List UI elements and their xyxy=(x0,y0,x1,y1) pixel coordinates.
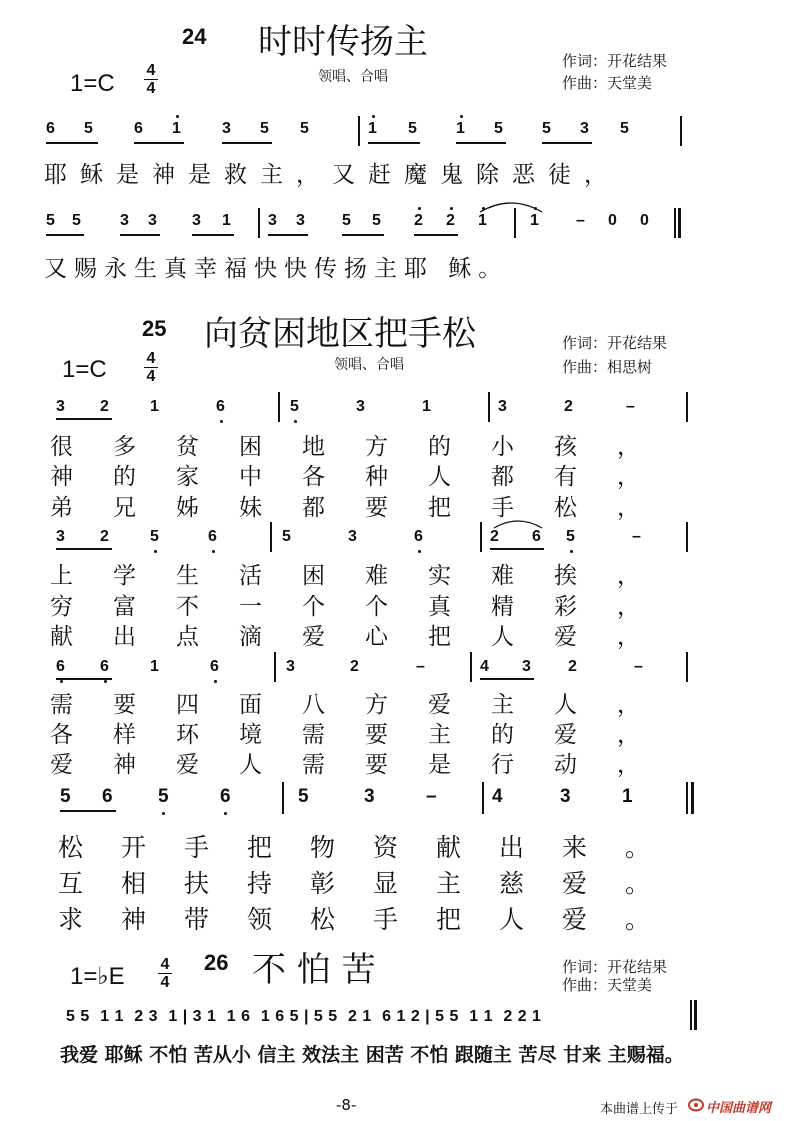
note: – xyxy=(416,658,425,675)
note: 5 xyxy=(566,528,575,545)
song24-line1-notes xyxy=(46,120,696,160)
note: 3 xyxy=(498,398,507,415)
note: 6 xyxy=(216,398,225,415)
page-number: -8- xyxy=(336,1096,357,1114)
song25-row3-notes xyxy=(56,658,706,688)
note: 5 xyxy=(298,786,309,807)
note: 3 xyxy=(364,786,375,807)
note: 5 xyxy=(620,120,629,137)
upload-note: 本曲谱上传于 xyxy=(600,1102,679,1117)
song26-time-signature: 4 4 xyxy=(158,956,172,991)
note: 6 xyxy=(220,786,231,807)
note: 6 xyxy=(210,658,219,675)
note: 5 xyxy=(150,528,159,545)
note: 3 xyxy=(522,658,531,675)
note: 3 xyxy=(56,528,65,545)
song25-row2-notes xyxy=(56,528,706,558)
song25-title: 向贫困地区把手松 xyxy=(204,314,476,354)
note: 1 xyxy=(530,212,539,229)
note: 1 xyxy=(422,398,431,415)
note: 5 xyxy=(60,786,71,807)
song26-key: 1=♭E xyxy=(70,963,125,990)
song24-performance: 领唱、合唱 xyxy=(318,69,388,85)
note: 6 xyxy=(56,658,65,675)
note: 1 xyxy=(368,120,377,137)
note: 2 xyxy=(414,212,423,229)
note: 5 xyxy=(494,120,503,137)
note: 2 xyxy=(350,658,359,675)
note: 0 xyxy=(640,212,649,229)
note: 4 xyxy=(480,658,489,675)
song26-title: 不 怕 苦 xyxy=(252,950,376,990)
note: 3 xyxy=(560,786,571,807)
song25-composer: 作曲：相思树 xyxy=(562,358,653,376)
song26-number: 26 xyxy=(204,950,229,975)
note: 1 xyxy=(622,786,633,807)
note: 1 xyxy=(222,212,231,229)
note: 5 xyxy=(84,120,93,137)
note: 4 xyxy=(492,786,503,807)
note: 5 xyxy=(408,120,417,137)
song24-line1-lyrics: 耶稣是神是救主，又赶魔鬼除恶徒， xyxy=(44,162,620,188)
note: 6 xyxy=(102,786,113,807)
note: 5 xyxy=(158,786,169,807)
tie-arc xyxy=(490,516,546,530)
note: 6 xyxy=(532,528,541,545)
note: – xyxy=(634,658,643,675)
note: 5 xyxy=(260,120,269,137)
note: 3 xyxy=(222,120,231,137)
note: 3 xyxy=(120,212,129,229)
note: 6 xyxy=(414,528,423,545)
note: 3 xyxy=(148,212,157,229)
song24-lyricist: 作词：开花结果 xyxy=(562,52,668,70)
song25-number: 25 xyxy=(142,316,167,341)
note: – xyxy=(626,398,635,415)
note: 5 xyxy=(290,398,299,415)
song26-notes: 5 5 1 1 2 3 1 | 3 1 1 6 1 6 5 | 5 5 2 1 6 1 2 | 5 5 1 1 2 2 1 xyxy=(66,1008,541,1025)
note: 5 xyxy=(372,212,381,229)
note: 3 xyxy=(286,658,295,675)
song25-time-signature: 4 4 xyxy=(144,350,158,385)
note: 1 xyxy=(478,212,487,229)
note: 2 xyxy=(564,398,573,415)
song26-lyricist: 作词：开花结果 xyxy=(562,958,668,976)
note: – xyxy=(632,528,641,545)
song24-time-signature: 4 4 xyxy=(144,62,158,97)
song24-composer: 作曲：天堂美 xyxy=(562,74,653,92)
note: 3 xyxy=(192,212,201,229)
note: 2 xyxy=(446,212,455,229)
song24-line2-notes xyxy=(46,212,696,252)
tie-arc xyxy=(476,198,546,214)
song25-row1-notes xyxy=(56,398,706,428)
note: 0 xyxy=(608,212,617,229)
note: 5 xyxy=(46,212,55,229)
note: 1 xyxy=(150,398,159,415)
song24-key: 1=C xyxy=(70,70,115,97)
song25-lyricist: 作词：开花结果 xyxy=(562,334,668,352)
note: 3 xyxy=(348,528,357,545)
note: 3 xyxy=(356,398,365,415)
song25-performance: 领唱、合唱 xyxy=(334,357,404,373)
note: 1 xyxy=(172,120,181,137)
song25-row4-notes xyxy=(60,786,710,818)
note: 2 xyxy=(490,528,499,545)
note: – xyxy=(426,786,437,807)
note: 2 xyxy=(100,398,109,415)
note: 2 xyxy=(568,658,577,675)
note: 6 xyxy=(134,120,143,137)
note: 3 xyxy=(580,120,589,137)
note: 2 xyxy=(100,528,109,545)
note: 3 xyxy=(296,212,305,229)
song24-title: 时时传扬主 xyxy=(258,22,428,62)
site-logo-icon xyxy=(688,1097,704,1111)
song24-line2-lyrics: 又赐永生真幸福快快传扬主耶 稣。 xyxy=(44,256,509,282)
note: 5 xyxy=(282,528,291,545)
note: 5 xyxy=(72,212,81,229)
song26-composer: 作曲：天堂美 xyxy=(562,976,653,994)
note: 3 xyxy=(268,212,277,229)
note: 5 xyxy=(342,212,351,229)
note: 1 xyxy=(456,120,465,137)
song24-number: 24 xyxy=(182,24,207,49)
note: 1 xyxy=(150,658,159,675)
note: 3 xyxy=(56,398,65,415)
note: 6 xyxy=(46,120,55,137)
note: 5 xyxy=(542,120,551,137)
note: 6 xyxy=(208,528,217,545)
song26-lyrics: 我爱 耶稣 不怕 苦从小 信主 效法主 困苦 不怕 跟随主 苦尽 甘来 主赐福。 xyxy=(60,1044,684,1066)
song25-key: 1=C xyxy=(62,356,107,383)
note: 6 xyxy=(100,658,109,675)
site-name[interactable]: 中国曲谱网 xyxy=(706,1101,772,1116)
note: 5 xyxy=(300,120,309,137)
note: – xyxy=(576,212,585,229)
